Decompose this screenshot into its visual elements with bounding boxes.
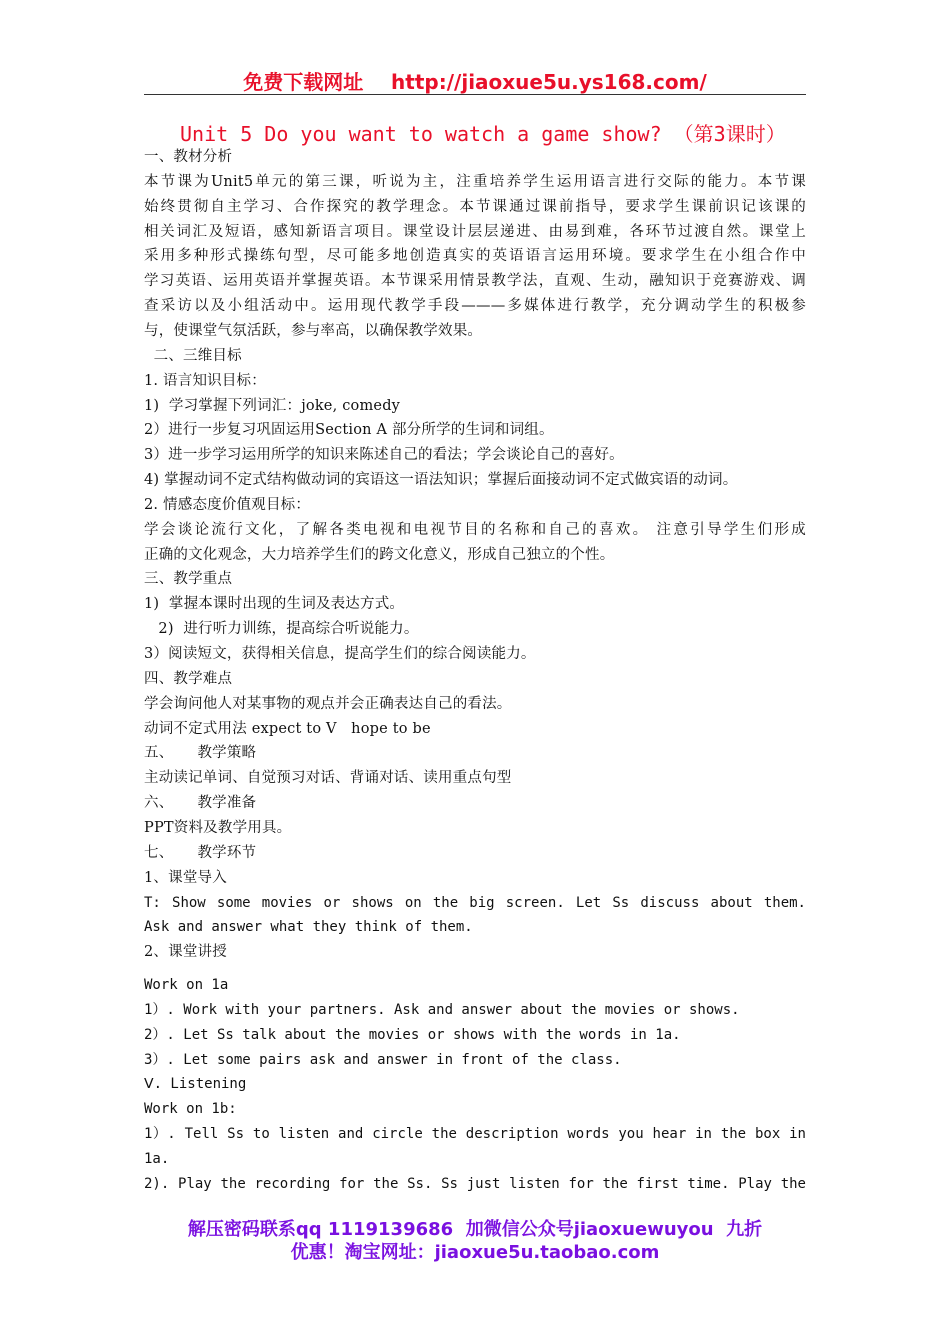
text-line: 采用多种形式操练句型，尽可能多地创造真实的英语语言运用环境。要求学生在小组合作中	[144, 248, 806, 265]
page-title: Unit 5 Do you want to watch a game show? （第3课时）	[180, 122, 786, 146]
text-line: 2). Play the recording for the Ss. Ss just listen for the first time. Play the	[144, 1175, 806, 1192]
text-line: PPT资料及教学用具。	[144, 819, 292, 836]
text-line: 六、 教学准备	[144, 795, 257, 812]
text-line: Ask and answer what they think of them.	[144, 919, 473, 936]
text-line: 1）. Tell Ss to listen and circle the description words you hear in the box in	[144, 1126, 806, 1143]
text-line: Ⅴ. Listening	[144, 1076, 247, 1093]
text-line: 4) 掌握动词不定式结构做动词的宾语这一语法知识；掌握后面接动词不定式做宾语的动词。	[144, 472, 738, 489]
text-line: 一、教材分析	[144, 149, 233, 165]
text-line: Work on 1a	[144, 977, 229, 994]
text-line: 2、课堂讲授	[144, 944, 227, 961]
text-line: 四、教学难点	[144, 670, 233, 687]
text-line: 3）. Let some pairs ask and answer in front of the class.	[144, 1051, 622, 1068]
text-line: 三、教学重点	[144, 571, 233, 588]
text-line: 学会询问他人对某事物的观点并会正确表达自己的看法。	[144, 695, 512, 712]
text-line: 2）. Let Ss talk about the movies or shows with the words in 1a.	[144, 1026, 681, 1043]
text-line: 1) 学习掌握下列词汇：joke, comedy	[144, 397, 401, 414]
text-line: 1）. Work with your partners. Ask and answer about the movies or shows.	[144, 1001, 740, 1018]
text-line: 3）进一步学习运用所学的知识来陈述自己的看法；学会谈论自己的喜好。	[144, 447, 624, 464]
text-line: 本节课为Unit5单元的第三课，听说为主，注重培养学生运用语言进行交际的能力。本节课	[144, 173, 806, 190]
text-line: T: Show some movies or shows on the big screen. Let Ss discuss about them.	[144, 894, 806, 911]
text-line: 2) 进行听力训练，提高综合听说能力。	[144, 621, 419, 638]
text-line: 相关词汇及短语，感知新语言项目。课堂设计层层递进、由易到难，各环节过渡自然。课堂上	[144, 223, 806, 240]
text-line: 学习英语、运用英语并掌握英语。本节课采用情景教学法，直观、生动，融知识于竞赛游戏、调	[144, 273, 806, 290]
text-line: Work on 1b:	[144, 1101, 237, 1118]
text-line: 正确的文化观念，大力培养学生们的跨文化意义，形成自己独立的个性。	[144, 546, 615, 563]
text-line: 2. 情感态度价值观目标：	[144, 496, 311, 513]
text-line: 1、课堂导入	[144, 869, 227, 886]
text-line: 二、三维目标	[144, 347, 242, 364]
text-line: 七、 教学环节	[144, 844, 257, 861]
header-divider	[144, 94, 806, 95]
text-line: 1. 语言知识目标：	[144, 372, 266, 389]
text-line: 2）进行一步复习巩固运用Section A 部分所学的生词和词组。	[144, 422, 554, 439]
text-line: 始终贯彻自主学习、合作探究的教学理念。本节课通过课前指导，要求学生课前识记该课的	[144, 198, 806, 215]
text-line: 五、 教学策略	[144, 745, 257, 762]
text-line: 1a.	[144, 1151, 170, 1167]
text-line: 3）阅读短文，获得相关信息，提高学生们的综合阅读能力。	[144, 646, 536, 662]
text-line: 1) 掌握本课时出现的生词及表达方式。	[144, 596, 405, 613]
text-line: 动词不定式用法 expect to V hope to be	[144, 720, 431, 737]
footer-contact-line: 解压密码联系qq 1119139686 加微信公众号jiaoxuewuyou 九折	[187, 1219, 763, 1240]
footer-taobao-line: 优惠！淘宝网址：jiaoxue5u.taobao.com	[290, 1242, 660, 1263]
download-site-header: 免费下载网址 http://jiaoxue5u.ys168.com/	[243, 70, 707, 94]
text-line: 主动读记单词、自觉预习对话、背诵对话、读用重点句型	[144, 770, 512, 787]
text-line: 学会谈论流行文化，了解各类电视和电视节目的名称和自己的喜欢。 注意引导学生们形成	[144, 521, 806, 538]
text-line: 与，使课堂气氛活跃，参与率高，以确保教学效果。	[144, 322, 483, 339]
text-line: 查采访以及小组活动中。运用现代教学手段———多媒体进行教学，充分调动学生的积极参	[144, 298, 806, 315]
